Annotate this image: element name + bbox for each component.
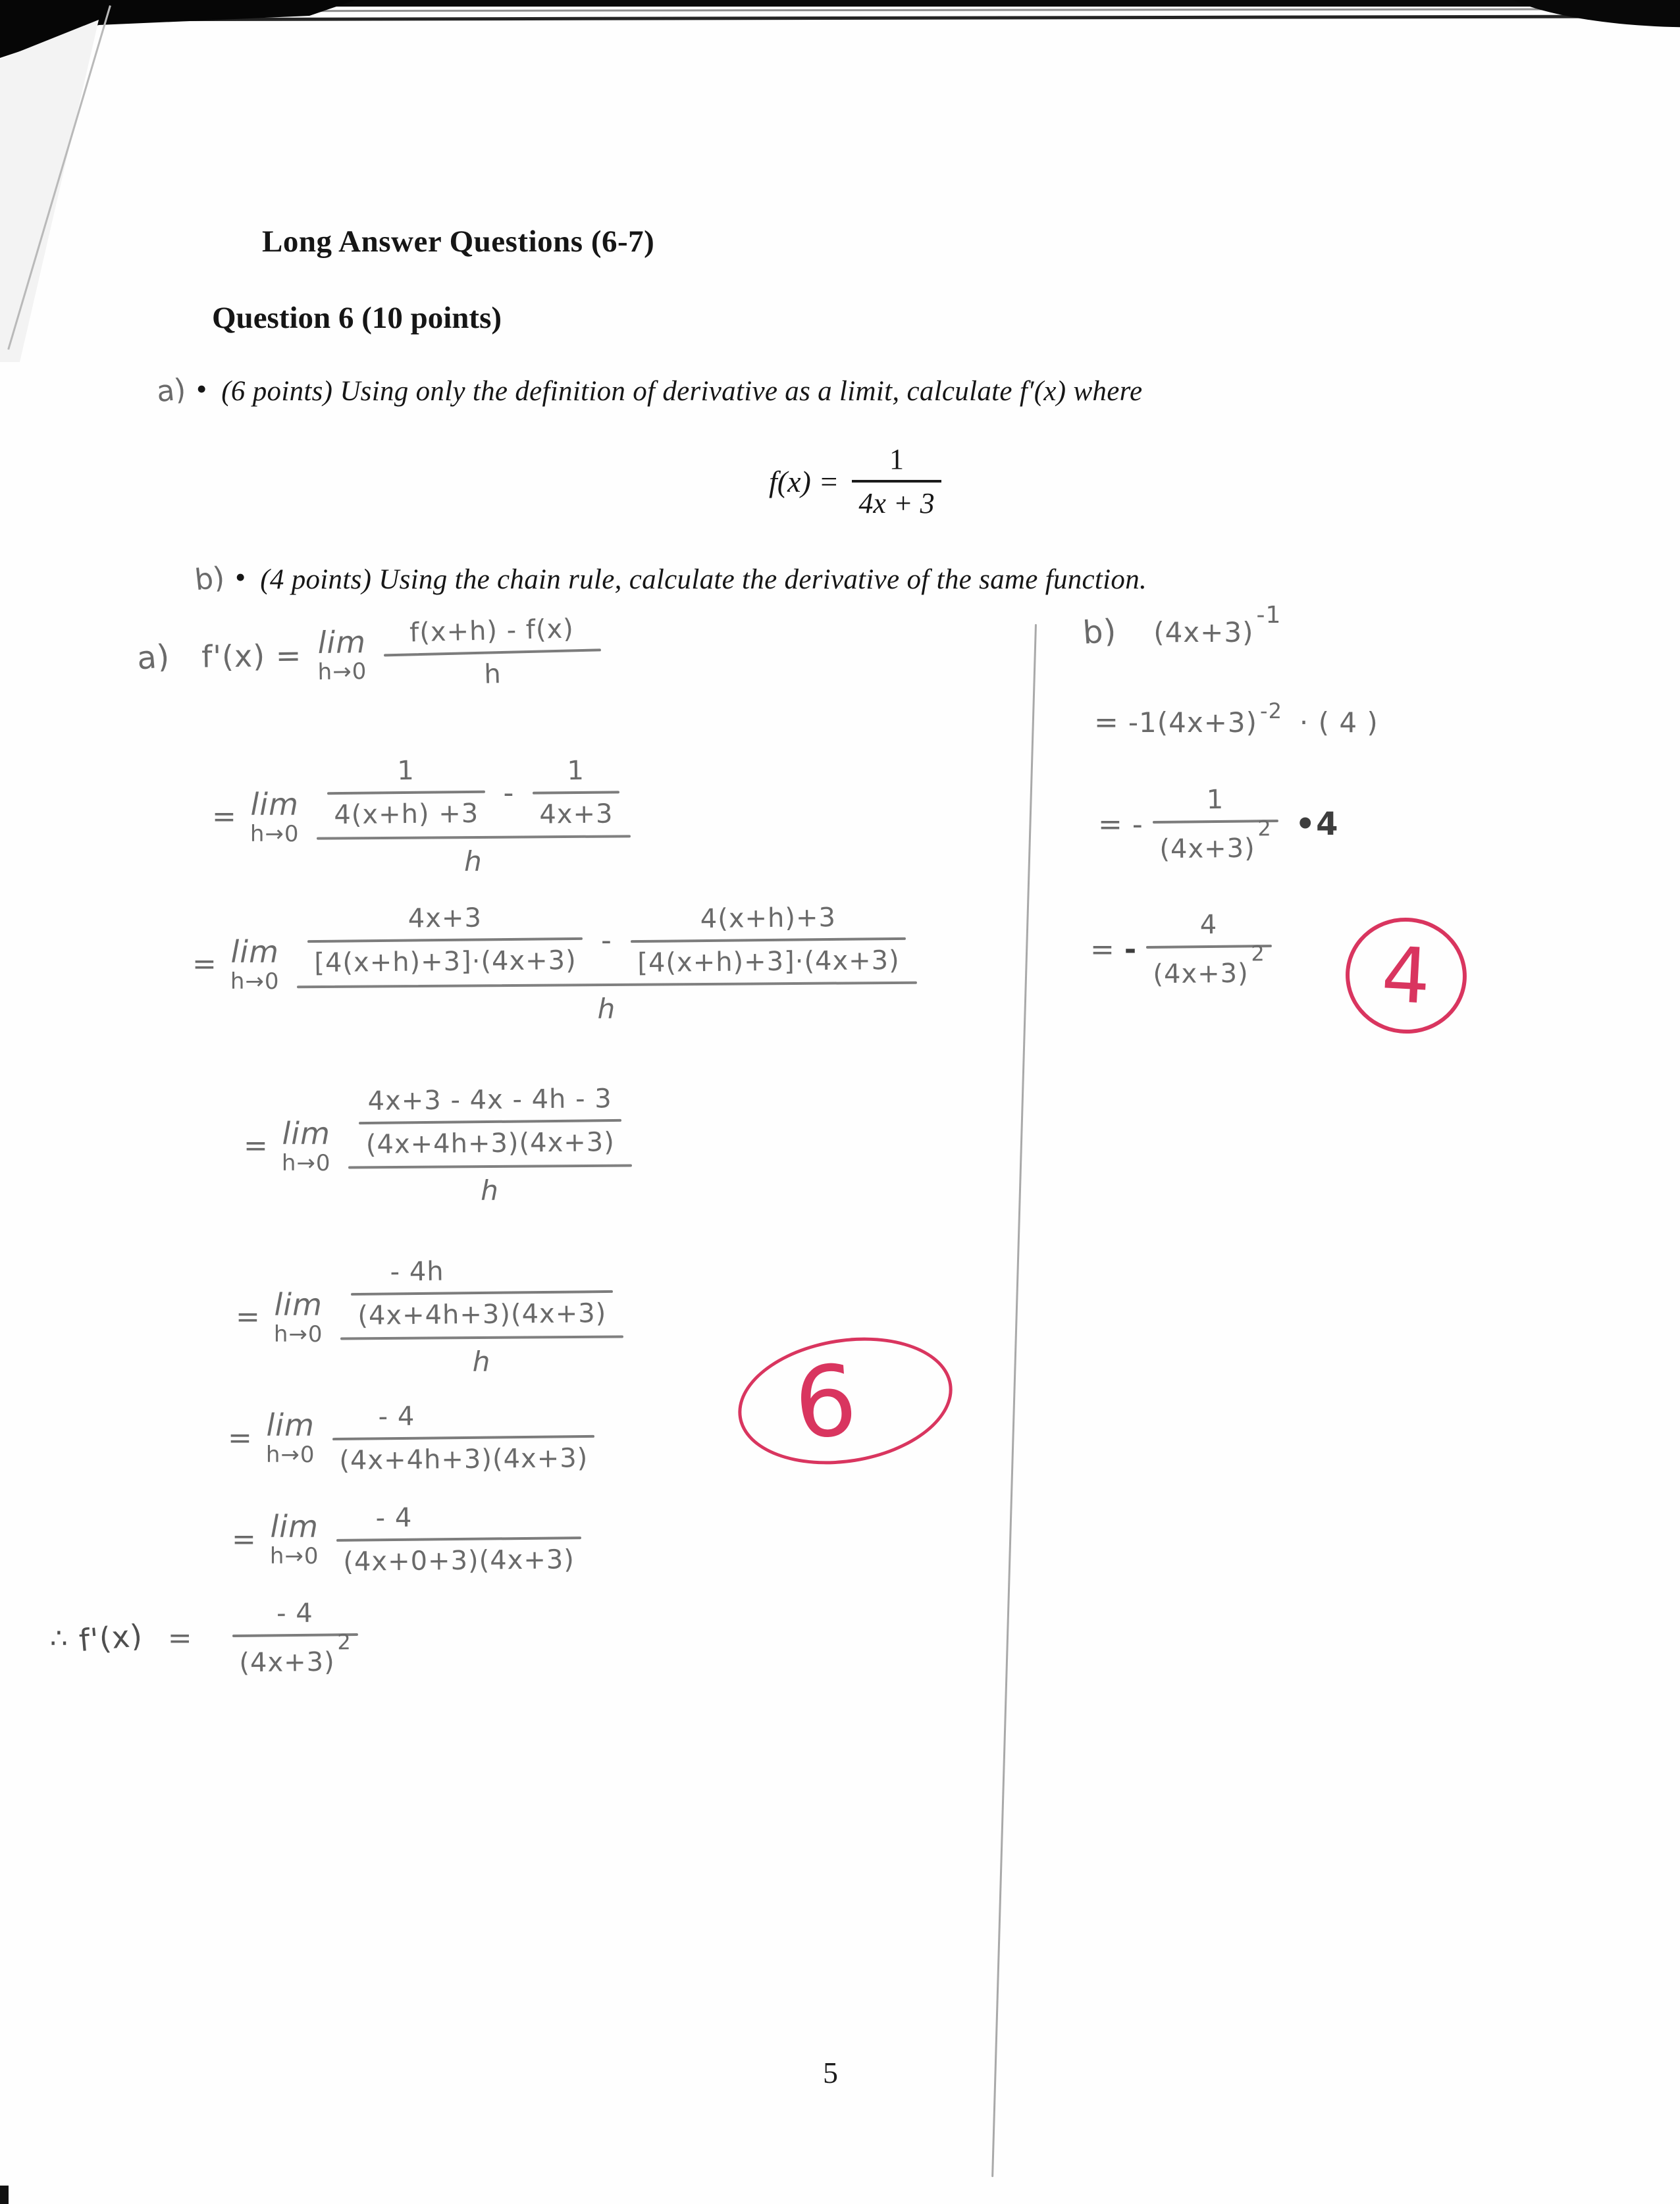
- grade-circle-part-b: [1340, 912, 1472, 1039]
- lim-subscript: h→0: [230, 968, 280, 995]
- denominator-base: (4x+3): [238, 1646, 335, 1679]
- work-a-step-3: [192, 903, 916, 1025]
- outer-fraction-numerator: [297, 903, 917, 984]
- outer-fraction-denominator: h: [464, 845, 483, 878]
- fraction-numerator: - 4: [375, 1502, 413, 1534]
- minus-sign: -: [1124, 932, 1138, 966]
- work-b-line-2: [1094, 698, 1378, 739]
- handwritten-divider-line: [991, 624, 1037, 2177]
- part-b-handwritten-label: b): [193, 560, 226, 598]
- minus-sign: -: [1132, 807, 1143, 841]
- fraction-numerator: 4: [1199, 909, 1218, 941]
- fraction: [327, 755, 485, 831]
- outer-fraction: [297, 903, 917, 1025]
- equals-sign: =: [1090, 932, 1115, 966]
- denominator-exponent: 2: [336, 1629, 352, 1655]
- fraction-denominator: 4x+3: [539, 799, 614, 830]
- work-a-step-4: [244, 1085, 632, 1207]
- part-a-bullet: •: [196, 372, 207, 406]
- minus-sign: -: [600, 923, 612, 957]
- lim-symbol: lim: [270, 1509, 319, 1544]
- formula-numerator: 1: [889, 443, 904, 475]
- fraction-denominator: [232, 1629, 358, 1679]
- equals-sign: =: [228, 1421, 253, 1455]
- derivative-lhs: f'(x): [77, 1617, 144, 1659]
- fraction-numerator: 1: [567, 755, 585, 787]
- fraction-denominator: (4x+4h+3)(4x+3): [357, 1298, 607, 1331]
- outer-fraction: [317, 756, 631, 878]
- expression-base: (4x+3): [1153, 616, 1254, 648]
- outer-fraction-denominator: h: [472, 1346, 491, 1378]
- difference-quotient-fraction: [383, 613, 602, 692]
- formula-lhs: f(x) =: [769, 464, 839, 498]
- grade-value-part-b: 4: [1379, 930, 1433, 1022]
- fraction-numerator: - 4h: [389, 1256, 444, 1288]
- work-b-line-4: [1090, 910, 1272, 989]
- fraction: [1152, 784, 1278, 864]
- part-b-bullet: •: [235, 560, 246, 594]
- fraction: [358, 1084, 621, 1160]
- denominator-exponent: 2: [1257, 816, 1272, 841]
- minus-sign: -: [503, 775, 515, 810]
- outer-fraction: [340, 1256, 623, 1378]
- grade-value-part-a: 6: [791, 1344, 861, 1461]
- work-b-label: b): [1082, 612, 1118, 652]
- work-a-step-5: [236, 1256, 623, 1378]
- equals-sign: =: [236, 1300, 261, 1334]
- outer-fraction-denominator: h: [597, 993, 616, 1025]
- question-header: Question 6 (10 points): [212, 301, 502, 335]
- limit-notation: [266, 1407, 315, 1468]
- lim-symbol: lim: [250, 786, 299, 822]
- fraction: [1146, 909, 1273, 989]
- derivative-lhs: f'(x) =: [201, 637, 302, 675]
- outer-fraction-numerator: [317, 756, 631, 836]
- limit-notation: [317, 624, 367, 685]
- denominator-base: (4x+3): [1153, 958, 1249, 990]
- expression-body: -1(4x+3): [1128, 706, 1258, 739]
- final-fraction: [232, 1598, 358, 1678]
- fraction-numerator: 1: [1206, 784, 1224, 816]
- work-a-step-2: [212, 756, 630, 878]
- equals-sign: =: [1098, 807, 1123, 841]
- denominator-exponent: 2: [1251, 941, 1266, 966]
- fraction: [350, 1255, 613, 1331]
- scan-shade-top-left: [0, 20, 118, 362]
- denominator-base: (4x+3): [1159, 833, 1255, 865]
- limit-notation: [250, 787, 300, 847]
- limit-notation: [274, 1287, 323, 1348]
- outer-fraction-denominator: h: [481, 1174, 499, 1207]
- fraction-numerator: 4x+3: [407, 903, 482, 934]
- part-a-prompt-text: (6 points) Using only the definition of derivative as a limit, calculate f′(x) where: [221, 376, 1143, 407]
- work-a-step-7: [232, 1502, 581, 1576]
- limit-notation: [282, 1116, 331, 1176]
- fraction-numerator: - 4: [276, 1598, 313, 1629]
- grade-circle-part-a: [729, 1323, 961, 1479]
- fraction-denominator: h: [483, 659, 502, 690]
- fraction-denominator: 4(x+h) +3: [333, 798, 479, 831]
- scan-mark-bottom-left: [0, 2186, 9, 2204]
- lim-subscript: h→0: [269, 1543, 319, 1569]
- page-title: Long Answer Questions (6-7): [262, 224, 655, 259]
- multiply-by-four: •4: [1295, 806, 1339, 843]
- fraction-denominator: (4x+4h+3)(4x+3): [365, 1127, 615, 1160]
- lim-symbol: lim: [282, 1115, 330, 1151]
- lim-subscript: h→0: [317, 658, 367, 686]
- lim-subscript: h→0: [249, 820, 300, 847]
- equals-sign: =: [1094, 706, 1119, 739]
- fraction: [630, 902, 906, 978]
- part-b-prompt-text: (4 points) Using the chain rule, calculate the derivative of the same function.: [260, 564, 1147, 595]
- page-number: 5: [823, 2056, 838, 2089]
- fraction-denominator: [1153, 816, 1278, 865]
- work-a-label: a): [135, 637, 172, 677]
- expression-exponent: -1: [1256, 601, 1282, 629]
- lim-subscript: h→0: [281, 1149, 331, 1176]
- lim-symbol: lim: [317, 624, 367, 661]
- outer-fraction-numerator: [348, 1085, 632, 1165]
- expression-exponent: -2: [1260, 698, 1282, 723]
- part-a-handwritten-label: a): [155, 372, 188, 409]
- fraction-numerator: 1: [396, 755, 415, 787]
- part-b-prompt-line: [195, 561, 1147, 596]
- equals-sign: =: [232, 1522, 257, 1556]
- fraction-numerator: f(x+h) - f(x): [409, 614, 575, 648]
- work-b-line-1: [1082, 601, 1282, 652]
- formula-fraction: [852, 442, 941, 520]
- lim-subscript: h→0: [273, 1321, 323, 1348]
- fraction-denominator: (4x+0+3)(4x+3): [342, 1544, 575, 1577]
- chain-rule-factor: · ( 4 ): [1299, 706, 1378, 739]
- fraction: [336, 1501, 581, 1577]
- fraction: [533, 755, 620, 829]
- fraction-numerator: 4x+3 - 4x - 4h - 3: [367, 1084, 612, 1116]
- fraction: [332, 1400, 594, 1476]
- lim-symbol: lim: [266, 1407, 315, 1443]
- work-b-line-3: [1098, 785, 1339, 864]
- work-a-step-6: [228, 1401, 594, 1475]
- equals-sign: =: [244, 1129, 269, 1163]
- part-a-prompt-line: [157, 373, 1142, 407]
- function-definition-formula: [769, 442, 941, 520]
- lim-subscript: h→0: [265, 1442, 315, 1468]
- lim-symbol: lim: [230, 933, 279, 970]
- fraction-denominator: [4(x+h)+3]·(4x+3): [637, 945, 900, 979]
- outer-fraction: [348, 1085, 632, 1207]
- equals-sign: =: [167, 1621, 193, 1655]
- fraction-denominator: [1146, 941, 1272, 990]
- fraction-denominator: (4x+4h+3)(4x+3): [338, 1443, 589, 1476]
- therefore-symbol: ∴: [50, 1621, 68, 1654]
- fraction-denominator: [4(x+h)+3]·(4x+3): [313, 945, 577, 979]
- lim-symbol: lim: [274, 1286, 323, 1323]
- outer-fraction-numerator: [340, 1256, 623, 1336]
- limit-notation: [270, 1509, 319, 1569]
- work-a-step-1: [136, 614, 601, 695]
- fraction: [307, 902, 583, 978]
- fraction-numerator: 4(x+h)+3: [700, 902, 836, 935]
- work-a-final-answer: [50, 1598, 357, 1677]
- equals-sign: =: [212, 800, 237, 833]
- fraction-numerator: - 4: [377, 1401, 415, 1432]
- formula-denominator: 4x + 3: [858, 487, 935, 519]
- limit-notation: [230, 934, 280, 995]
- equals-sign: =: [192, 947, 217, 981]
